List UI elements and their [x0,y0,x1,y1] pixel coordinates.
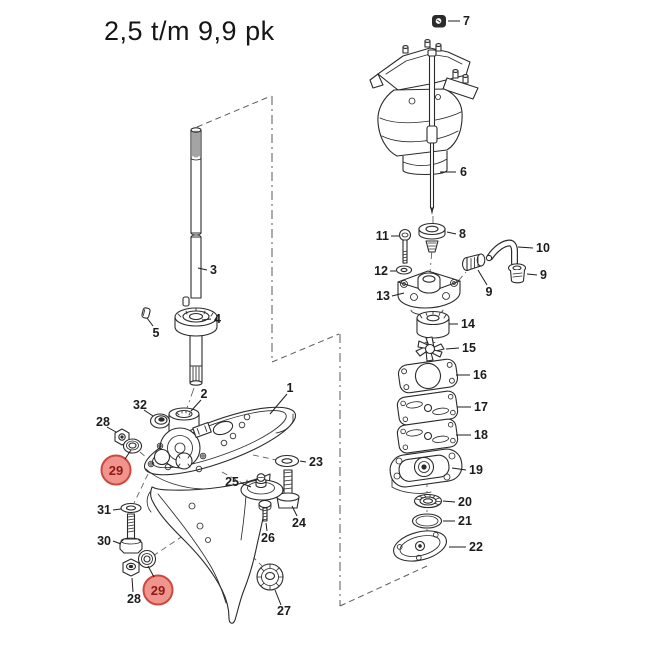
highlight-29-top[interactable] [102,450,132,485]
callout-15 [446,341,476,355]
callout-24 [292,506,306,530]
part-drawing-bolt-30 [120,514,142,553]
part-drawing-impeller-15 [416,337,444,361]
part-label-5: 5 [152,326,160,340]
callout-21 [443,514,472,528]
callout-28-top [96,415,116,432]
part-label-30: 30 [97,534,111,548]
part-drawing-washer-23 [276,456,299,467]
part-drawing-driveshaft [183,128,202,385]
part-label-24: 24 [292,516,306,530]
part-drawing-grommet-8 [419,224,445,253]
part-label-4: 4 [214,312,221,326]
callout-7 [448,14,470,28]
part-label-7: 7 [463,14,470,28]
part-label-21: 21 [458,514,472,528]
part-drawing-oring-21 [413,514,442,528]
callout-14 [449,317,475,331]
part-label-9-right: 9 [540,268,547,282]
part-drawing-cap-7 [432,15,446,28]
part-label-31: 31 [97,503,111,517]
part-drawing-pump-housing-13 [398,271,460,315]
callout-20 [443,495,472,509]
part-drawing-elbow-10 [486,243,514,263]
part-drawing-powerhead [370,40,478,175]
part-drawing-nut-28-bottom [123,559,139,576]
part-drawing-washer-12 [397,266,412,274]
part-label-32: 32 [133,398,147,412]
part-drawing-key [141,307,150,318]
callout-23 [300,455,323,469]
page-title: 2,5 t/m 9,9 pk [104,16,275,46]
part-label-25: 25 [225,475,239,489]
callout-31 [97,503,121,517]
part-drawing-gasket-16 [397,358,458,394]
part-label-8: 8 [459,227,466,241]
callout-16 [456,368,487,382]
callout-10 [518,241,550,255]
part-label-26: 26 [261,531,275,545]
part-label-3: 3 [210,263,217,277]
callout-12 [374,264,396,278]
part-drawing-bearing-20 [415,495,442,508]
part-label-1: 1 [286,381,294,395]
part-label-9-left: 9 [485,285,493,299]
part-label-16: 16 [473,368,487,382]
part-drawing-pump-base-19 [388,447,464,493]
part-drawing-fitting-9-left [463,254,485,271]
part-drawing-plate-22 [390,526,449,566]
part-drawing-washer-29-bottom [139,551,156,568]
callout-30 [97,534,121,548]
part-label-23: 23 [309,455,323,469]
highlight-label-29-bottom: 29 [150,583,166,598]
part-drawing-gear-27 [257,564,283,590]
part-drawing-cup-14 [417,312,449,339]
callout-17 [457,400,488,414]
callout-9-left [478,270,493,299]
part-drawing-fitting-9-right [509,264,526,283]
part-drawing-bolt-11 [400,230,411,264]
part-label-10: 10 [536,241,550,255]
part-label-19: 19 [469,463,483,477]
callout-27 [275,590,291,618]
part-label-12: 12 [374,264,388,278]
callout-22 [449,540,483,554]
highlight-label-29-top: 29 [108,463,124,478]
callout-28-bottom [127,578,141,606]
part-label-28-top: 28 [96,415,110,429]
part-label-18: 18 [474,428,488,442]
part-label-27: 27 [277,604,291,618]
callout-8 [447,227,466,241]
part-label-22: 22 [469,540,483,554]
part-label-17: 17 [474,400,488,414]
part-label-28-bottom: 28 [127,592,141,606]
part-label-15: 15 [462,341,476,355]
callout-26 [261,523,275,545]
part-label-14: 14 [461,317,475,331]
callout-11 [376,229,399,243]
callout-labels [96,14,550,618]
callout-18 [456,428,488,442]
part-label-2: 2 [200,387,208,401]
part-drawing-bearing-4 [175,308,217,336]
part-label-6: 6 [460,165,467,179]
callout-5 [147,318,160,340]
highlight-29-bottom[interactable] [144,566,173,605]
part-label-11: 11 [375,229,389,243]
part-drawing-washer-29-top [124,439,142,453]
part-drawing-washer-31 [121,504,141,513]
part-drawing-anode-25 [241,474,283,500]
callout-9-right [527,268,547,282]
callout-32 [133,398,153,416]
part-label-20: 20 [458,495,472,509]
part-drawing-grommet-32 [151,414,170,428]
part-label-13: 13 [376,289,390,303]
